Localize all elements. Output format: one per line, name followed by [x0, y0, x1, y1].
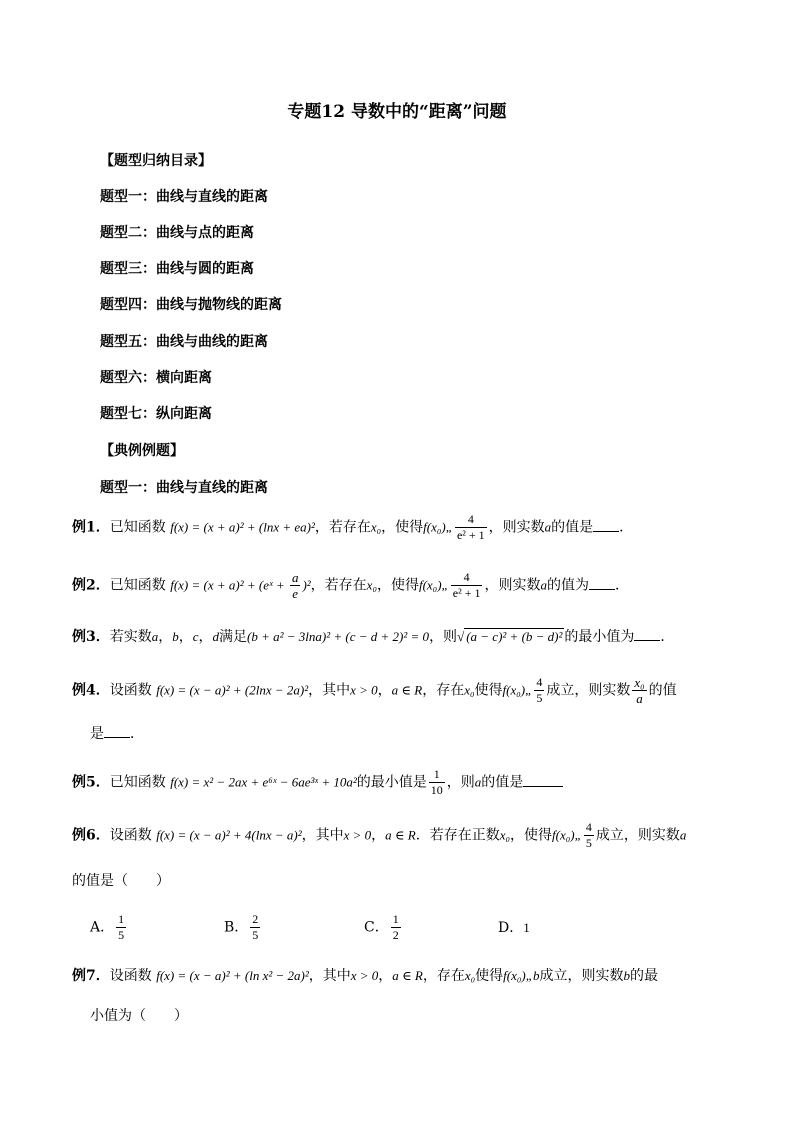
option-d[interactable]: D．1	[498, 920, 530, 936]
option-b[interactable]: B． $\frac{2}{5}$	[224, 912, 259, 942]
example-label: 例2．	[72, 577, 110, 594]
toc-heading: 【题型归纳目录】	[100, 153, 212, 169]
fraction: $\frac{\text{x₀}}{a}$	[634, 675, 645, 706]
example-6-line2: 的值是（ ）	[72, 873, 170, 889]
answer-blank	[523, 774, 563, 787]
example-label: 例1．	[72, 519, 110, 536]
fraction: $\frac{4}{\text{e² + 1}}$	[452, 570, 481, 600]
examples-heading: 【典例例题】	[100, 443, 184, 459]
sqrt-expr: (a − c)² + (b − d)²	[466, 629, 563, 644]
fraction: $\frac{1}{10}$	[430, 767, 443, 797]
toc-item: 题型三：曲线与圆的距离	[100, 261, 254, 277]
section-heading: 题型一：曲线与直线的距离	[100, 480, 268, 496]
example-1: 例1．已知函数 f(x) = (x + a)² + (lnx + ea)²，若存在x₀，使得f(x₀)„ $\frac{4}{\text{e² + 1}}$ ，则实数a的值是 ．	[72, 512, 634, 542]
function-expr: f(x) = (x + a)² + (lnx + ea)²	[170, 519, 315, 535]
answer-blank	[593, 519, 619, 532]
function-expr: f(x) = x² − 2ax + e⁶ˣ − 6ae³ˣ + 10a²	[170, 774, 357, 790]
function-expr: f(x) = (x − a)² + (2lnx − 2a)²	[156, 682, 309, 698]
example-2: 例2．已知函数 f(x) = (x + a)² + (eˣ + $\frac{a}{e}$ )²，若存在x₀，使得f(x₀)„ $\frac{4}{\text{e² + 1}}$ ，则实数a的值为 ．	[72, 570, 629, 601]
answer-blank	[104, 725, 130, 738]
fraction: $\frac{1}{2}$	[392, 912, 399, 942]
answer-blank	[589, 577, 615, 590]
example-4-line2: 是 ．	[90, 726, 144, 742]
fraction: $\frac{1}{5}$	[118, 912, 125, 942]
condition-expr: (b + a² − 3lna)² + (c − d + 2)² = 0	[247, 629, 430, 644]
toc-item: 题型六：横向距离	[100, 370, 212, 386]
example-label: 例6．	[72, 827, 110, 844]
option-a[interactable]: A． $\frac{1}{5}$	[90, 912, 125, 942]
example-7-line2: 小值为（ ）	[90, 1008, 188, 1024]
toc-item: 题型四：曲线与抛物线的距离	[100, 297, 282, 313]
fraction: $\frac{2}{5}$	[252, 912, 259, 942]
answer-blank	[634, 628, 660, 641]
fraction: $\frac{a}{e}$	[291, 570, 299, 601]
function-expr: f(x) = (x − a)² + (ln x² − 2a)²	[156, 968, 309, 983]
fraction: $\frac{4}{5}$	[585, 820, 592, 850]
function-expr: f(x) = (x − a)² + 4(lnx − a)²	[156, 827, 302, 843]
fraction: $\frac{4}{5}$	[536, 675, 543, 705]
toc-item: 题型七：纵向距离	[100, 406, 212, 422]
option-c[interactable]: C． $\frac{1}{2}$	[364, 912, 399, 942]
fraction: $\frac{4}{\text{e² + 1}}$	[456, 512, 485, 542]
example-label: 例3．	[72, 629, 110, 645]
page-title: 专题12 导数中的“距离”问题	[287, 102, 507, 122]
example-6: 例6．设函数 f(x) = (x − a)² + 4(lnx − a)²，其中x > 0，a ∈ R．若存在正数x₀，使得f(x₀)„ $\frac{4}{5}$ 成立，则实数a	[72, 820, 687, 850]
example-7: 例7．设函数 f(x) = (x − a)² + (ln x² − 2a)²，其中x > 0，a ∈ R，存在x₀使得f(x₀)„b成立，则实数b的最	[72, 968, 658, 984]
example-3: 例3．若实数a，b，c，d满足(b + a² − 3lna)² + (c − d + 2)² = 0，则√ (a − c)² + (b − d)² 的最小值为 ．	[72, 629, 675, 645]
example-label: 例5．	[72, 774, 110, 791]
example-4: 例4．设函数 f(x) = (x − a)² + (2lnx − 2a)²，其中x > 0，a ∈ R，存在x₀使得f(x₀)„ $\frac{4}{5}$ 成立，则实数 $\frac{\text{x₀}}{a}$ 的值	[72, 675, 677, 706]
toc-item: 题型二：曲线与点的距离	[100, 225, 254, 241]
example-label: 例7．	[72, 968, 110, 984]
sqrt-sign: √	[457, 629, 465, 644]
toc-item: 题型一：曲线与直线的距离	[100, 189, 268, 205]
toc-item: 题型五：曲线与曲线的距离	[100, 334, 268, 350]
example-5: 例5．已知函数 f(x) = x² − 2ax + e⁶ˣ − 6ae³ˣ + 10a²的最小值是 $\frac{1}{10}$ ，则a的值是	[72, 767, 563, 798]
example-label: 例4．	[72, 682, 110, 699]
function-expr: f(x) = (x + a)² + (eˣ +	[170, 577, 288, 593]
